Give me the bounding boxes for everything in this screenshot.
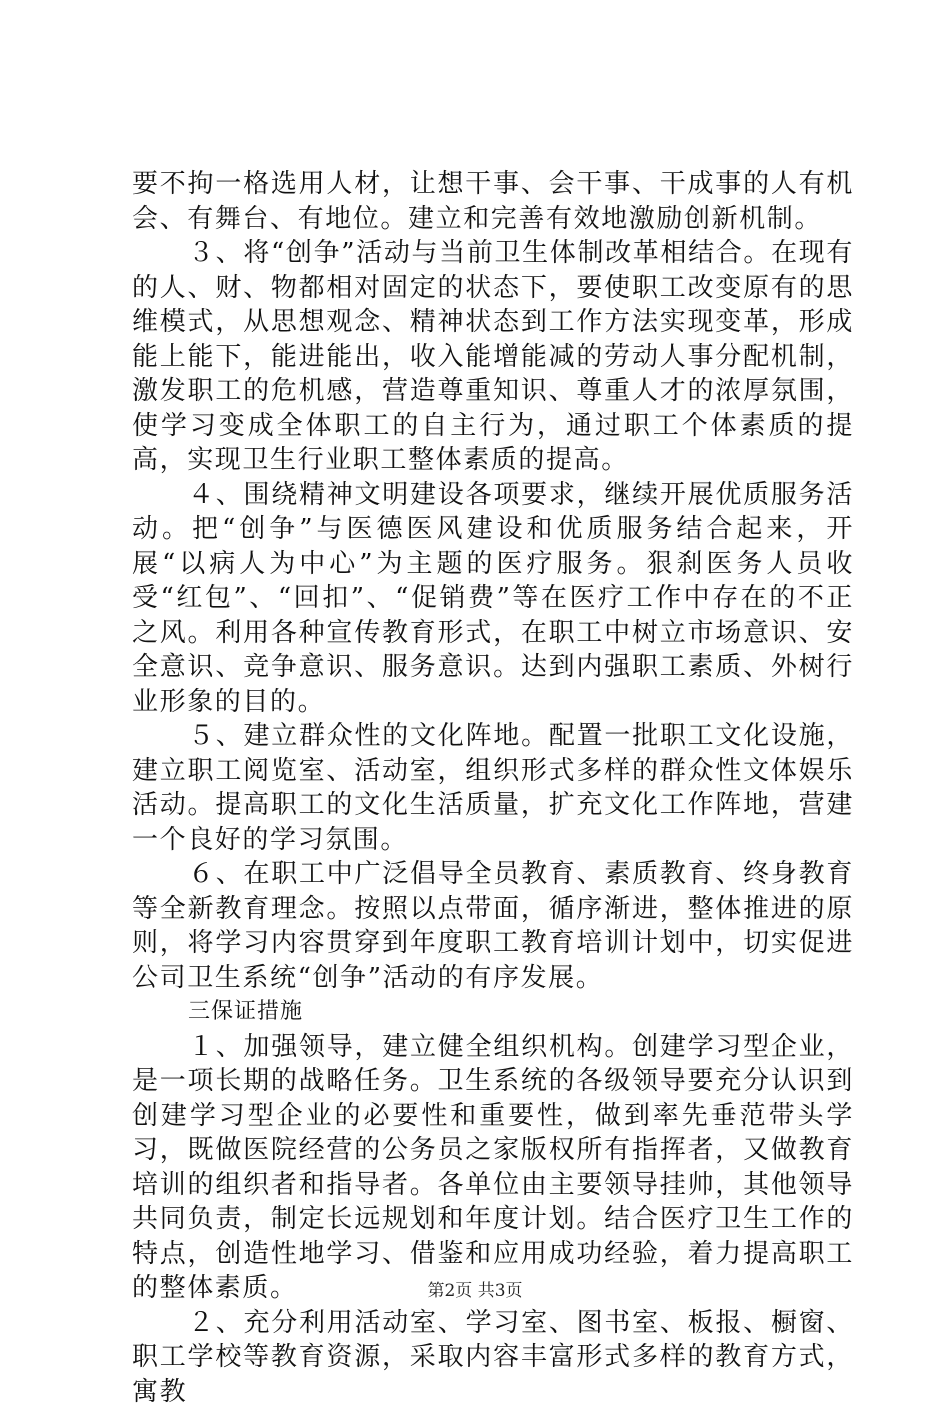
paragraph-continuation: 要不拘一格选用人材，让想干事、会干事、干成事的人有机会、有舞台、有地位。建立和完善有效地激励创新机制。 xyxy=(132,167,854,236)
paragraph-item-3: ３、将“创争”活动与当前卫生体制改革相结合。在现有的人、财、物都相对固定的状态下，要使职工改变原有的思维模式，从思想观念、精神状态到工作方法实现变革，形成能上能下，能进能出，收入能增能减的劳动人事分配机制，激发职工的危机感，营造尊重知识、尊重人才的浓厚氛围，使学习变成全体职工的自主行为，通过职工个体素质的提高，实现卫生行业职工整体素质的提高。 xyxy=(132,236,854,478)
paragraph-item-4: ４、围绕精神文明建设各项要求，继续开展优质服务活动。把“创争”与医德医风建设和优质服务结合起来，开展“以病人为中心”为主题的医疗服务。狠刹医务人员收受“红包”、“回扣”、“促销费”等在医疗工作中存在的不正之风。利用各种宣传教育形式，在职工中树立市场意识、安全意识、竞争意识、服务意识。达到内强职工素质、外树行业形象的目的。 xyxy=(132,478,854,720)
paragraph-item-5: ５、建立群众性的文化阵地。配置一批职工文化设施，建立职工阅览室、活动室，组织形式多样的群众性文体娱乐活动。提高职工的文化生活质量，扩充文化工作阵地，营建一个良好的学习氛围。 xyxy=(132,719,854,857)
paragraph-measure-1: １、加强领导，建立健全组织机构。创建学习型企业，是一项长期的战略任务。卫生系统的各级领导要充分认识到创建学习型企业的必要性和重要性，做到率先垂范带头学习，既做医院经营的公务员之家版权所有指挥者，又做教育培训的组织者和指导者。各单位由主要领导挂帅，其他领导共同负责，制定长远规划和年度计划。结合医疗卫生工作的特点，创造性地学习、借鉴和应用成功经验，着力提高职工的整体素质。 xyxy=(132,1030,854,1306)
paragraph-item-6: ６、在职工中广泛倡导全员教育、素质教育、终身教育等全新教育理念。按照以点带面，循序渐进，整体推进的原则，将学习内容贯穿到年度职工教育培训计划中，切实促进公司卫生系统“创争”活动的有序发展。 xyxy=(132,857,854,995)
page-number-footer: 第2页 共3页 xyxy=(0,1276,950,1301)
section-heading: 三保证措施 xyxy=(132,995,854,1030)
document-body xyxy=(132,167,854,1409)
paragraph-measure-2: ２、充分利用活动室、学习室、图书室、板报、橱窗、职工学校等教育资源，采取内容丰富形式多样的教育方式，寓教 xyxy=(132,1306,854,1409)
